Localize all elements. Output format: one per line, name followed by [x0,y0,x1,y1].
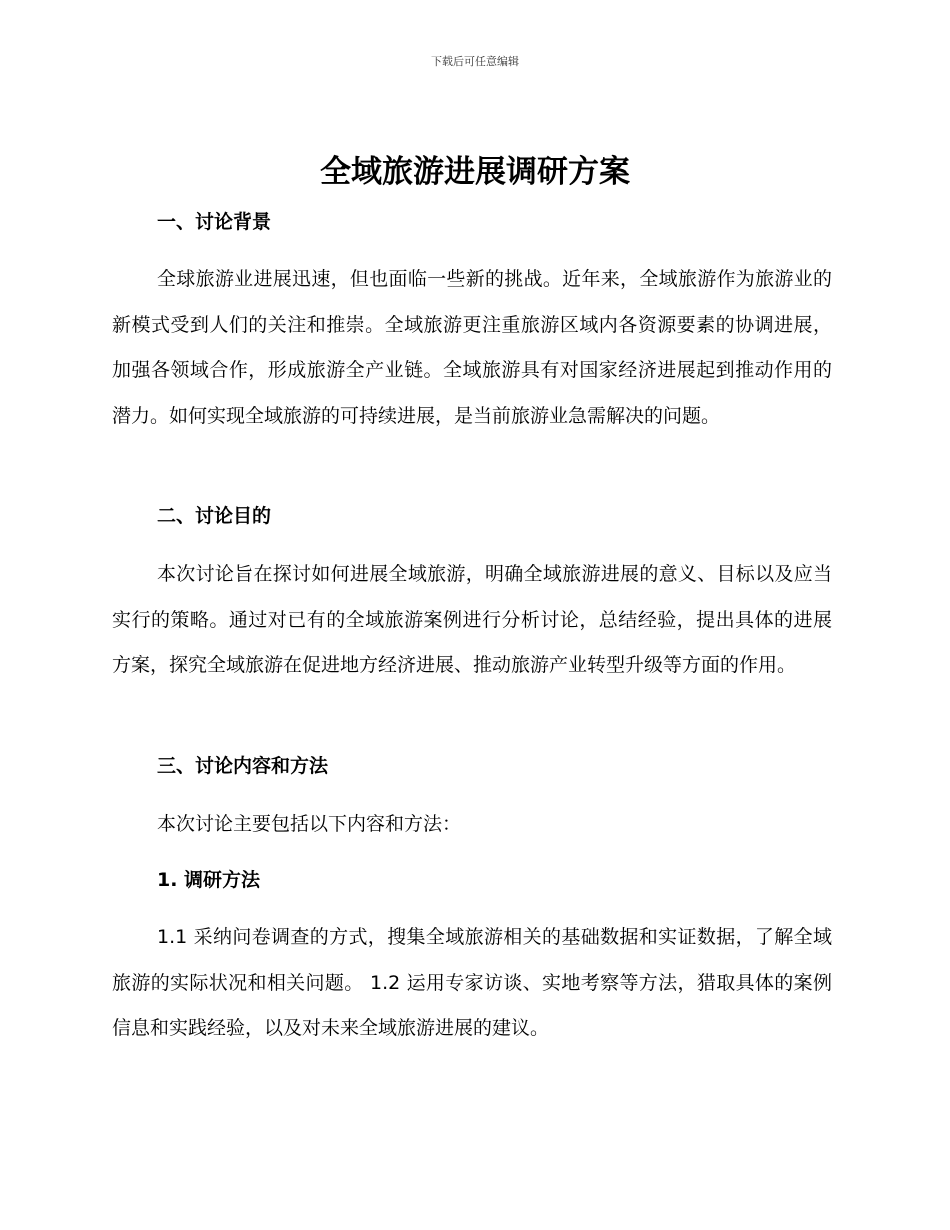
section-intro-content-methods: 本次讨论主要包括以下内容和方法： [157,813,462,835]
section-paragraph-background: 全球旅游业进展迅速，但也面临一些新的挑战。近年来，全域旅游作为旅游业的新模式受到人们的关注和推崇。全域旅游更注重旅游区域内各资源要素的协调进展，加强各领域合作，形成旅游全产业链。全域旅游具有对国家经济进展起到推动作用的潜力。如何实现全域旅游的可持续进展，是当前旅游业急需解决的问题。 [112,268,832,427]
page-header-note: 下载后可任意编辑 [431,55,519,68]
subsection-paragraph-research-methods: 1.1 采纳问卷调查的方式，搜集全域旅游相关的基础数据和实证数据，了解全域旅游的实际状况和相关问题。 1.2 运用专家访谈、实地考察等方法，猎取具体的案例信息和实践经验，以及对未来全域旅游进展的建议。 [112,926,832,1039]
document-title: 全域旅游进展调研方案 [320,154,630,190]
section-heading-content-methods: 三、讨论内容和方法 [157,755,329,777]
section-heading-purpose: 二、讨论目的 [157,505,272,527]
subsection-heading-research-methods: 1. 调研方法 [157,869,261,891]
section-paragraph-purpose: 本次讨论旨在探讨如何进展全域旅游，明确全域旅游进展的意义、目标以及应当实行的策略。通过对已有的全域旅游案例进行分析讨论，总结经验，提出具体的进展方案，探究全域旅游在促进地方经济进展、推动旅游产业转型升级等方面的作用。 [112,563,832,676]
section-heading-background: 一、讨论背景 [157,211,272,233]
